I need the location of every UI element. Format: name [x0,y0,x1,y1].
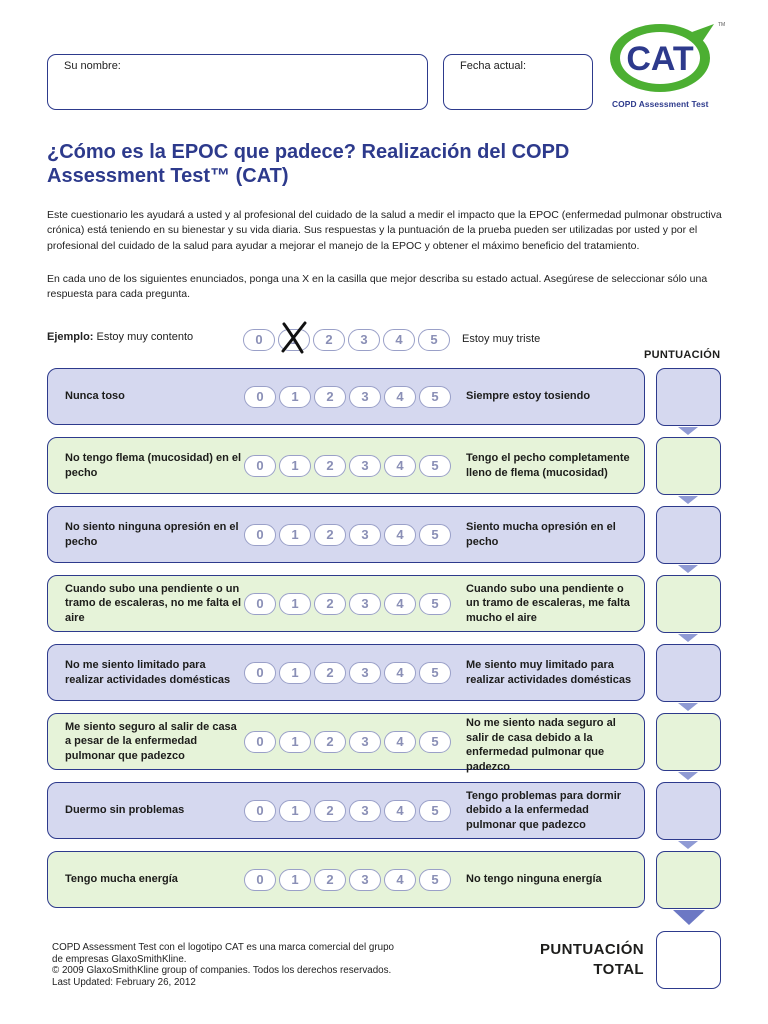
question-right-text: Siento mucha opresión en el pecho [466,521,616,548]
score-box[interactable] [656,782,721,840]
question-row [47,851,645,908]
question-3-option-2[interactable]: 2 [314,524,346,546]
question-row [47,506,645,563]
question-row [47,575,645,632]
question-6-option-4[interactable]: 4 [384,731,416,753]
answer-scale [244,800,454,822]
question-6-option-3[interactable]: 3 [349,731,381,753]
question-8-option-0[interactable]: 0 [244,869,276,891]
total-label-line-1: PUNTUACIÓN [540,941,644,958]
score-box[interactable] [656,506,721,564]
question-2-option-2[interactable]: 2 [314,455,346,477]
answer-scale [244,455,454,477]
question-4-option-3[interactable]: 3 [349,593,381,615]
logo-caption: COPD Assessment Test [612,99,709,109]
page-title [47,140,647,188]
question-8-option-5[interactable]: 5 [419,869,451,891]
question-right-text: Tengo el pecho completamente lleno de flema (mucosidad) [466,452,630,479]
question-1-option-5[interactable]: 5 [419,386,451,408]
example-prefix: Ejemplo: [47,331,94,343]
question-1-option-3[interactable]: 3 [349,386,381,408]
total-arrow-icon [673,910,705,925]
footer-line-3: © 2009 GlaxoSmithKline group of companies. Todos los derechos reservados. [52,965,392,977]
question-7-option-5[interactable]: 5 [419,800,451,822]
question-1-option-1[interactable]: 1 [279,386,311,408]
down-arrow-icon [678,634,698,642]
question-1-option-4[interactable]: 4 [384,386,416,408]
question-8-option-3[interactable]: 3 [349,869,381,891]
question-1-option-0[interactable]: 0 [244,386,276,408]
question-7-option-2[interactable]: 2 [314,800,346,822]
logo-tm: TM [718,22,726,28]
question-5-option-3[interactable]: 3 [349,662,381,684]
answer-scale [244,731,454,753]
question-row [47,437,645,494]
score-box[interactable] [656,437,721,495]
question-right-text: Me siento muy limitado para realizar actividades domésticas [466,659,632,686]
question-6-option-1[interactable]: 1 [279,731,311,753]
question-left-text: Me siento seguro al salir de casa a pesar de la enfermedad pulmonar que padezco [65,720,237,762]
instructions-paragraph: En cada uno de los siguientes enunciados, ponga una X en la casilla que mejor describa su estado actual. Asegúrese de seleccionar sólo una respuesta para cada pregunta. [47,273,708,301]
question-5-option-5[interactable]: 5 [419,662,451,684]
question-right-text: Siempre estoy tosiendo [466,390,591,402]
question-right-text: Tengo problemas para dormir debido a la enfermedad pulmonar que padezco [466,789,622,831]
question-7-option-0[interactable]: 0 [244,800,276,822]
question-right-text: No tengo ninguna energía [466,873,602,885]
question-2-option-5[interactable]: 5 [419,455,451,477]
answer-scale [244,869,454,891]
question-3-option-0[interactable]: 0 [244,524,276,546]
question-4-option-1[interactable]: 1 [279,593,311,615]
question-row [47,713,645,773]
question-row [47,644,645,701]
x-mark-icon [278,320,310,354]
question-left-text: No siento ninguna opresión en el pecho [65,521,239,548]
question-right-text: Cuando subo una pendiente o un tramo de escaleras, me falta mucho el aire [466,582,630,624]
question-2-option-1[interactable]: 1 [279,455,311,477]
footer-line-2: de empresas GlaxoSmithKline. [52,953,187,965]
question-3-option-1[interactable]: 1 [279,524,311,546]
question-5-option-1[interactable]: 1 [279,662,311,684]
date-field[interactable] [443,54,593,110]
down-arrow-icon [678,427,698,435]
answer-scale [244,593,454,615]
total-score-label [500,940,644,980]
question-3-option-3[interactable]: 3 [349,524,381,546]
name-field-label: Su nombre: [64,60,121,72]
question-2-option-0[interactable]: 0 [244,455,276,477]
question-4-option-0[interactable]: 0 [244,593,276,615]
example-option-3[interactable]: 3 [348,329,380,351]
question-3-option-5[interactable]: 5 [419,524,451,546]
question-4-option-4[interactable]: 4 [384,593,416,615]
question-2-option-3[interactable]: 3 [349,455,381,477]
question-1-option-2[interactable]: 2 [314,386,346,408]
down-arrow-icon [678,565,698,573]
question-left-text: Duermo sin problemas [65,804,185,816]
question-5-option-2[interactable]: 2 [314,662,346,684]
example-scale [243,329,453,351]
answer-scale [244,524,454,546]
total-score-box[interactable] [656,931,721,989]
score-box[interactable] [656,851,721,909]
score-box[interactable] [656,644,721,702]
score-box[interactable] [656,368,721,426]
down-arrow-icon [678,703,698,711]
example-option-4[interactable]: 4 [383,329,415,351]
question-left-text: Nunca toso [65,390,125,402]
question-8-option-4[interactable]: 4 [384,869,416,891]
question-7-option-3[interactable]: 3 [349,800,381,822]
title-line-2: Assessment Test™ (CAT) [47,165,289,187]
question-row [47,368,645,425]
question-left-text: No tengo flema (mucosidad) en el pecho [65,452,242,479]
question-5-option-0[interactable]: 0 [244,662,276,684]
down-arrow-icon [678,841,698,849]
question-6-option-0[interactable]: 0 [244,731,276,753]
footer-line-1: COPD Assessment Test con el logotipo CAT es una marca comercial del grupo [52,942,394,953]
example-left-text: Estoy muy contento [96,331,194,343]
example-option-1[interactable]: 1 [278,329,310,351]
score-column-header: PUNTUACIÓN [644,349,721,361]
question-right-text: No me siento nada seguro al salir de casa debido a la enfermedad pulmonar que padezco [466,717,616,773]
score-box[interactable] [656,575,721,633]
intro-paragraph: Este cuestionario les ayudará a usted y al profesional del cuidado de la salud a medir el impacto que la EPOC (enfermedad pulmonar obstructiva crónica) está teniendo en su bienestar y su vida diaria. Sus respuestas y la puntuación de la prueba pueden ser utilizadas por usted y por el profesional del cuidado de la salud para ayudar a mejorar el manejo de la EPOC y obtener el máximo beneficio del tratamiento. [47,209,722,252]
question-2-option-4[interactable]: 4 [384,455,416,477]
question-7-option-4[interactable]: 4 [384,800,416,822]
name-field[interactable] [47,54,428,110]
title-line-1: ¿Cómo es la EPOC que padece? Realización del COPD [47,141,570,163]
date-field-label: Fecha actual: [460,60,527,72]
example-option-5[interactable]: 5 [418,329,450,351]
example-label [47,331,193,343]
question-4-option-5[interactable]: 5 [419,593,451,615]
question-left-text: Tengo mucha energía [65,873,178,885]
example-option-0[interactable]: 0 [243,329,275,351]
down-arrow-icon [678,772,698,780]
answer-scale [244,386,454,408]
footer [52,942,432,988]
example-right-text: Estoy muy triste [462,333,541,345]
question-8-option-2[interactable]: 2 [314,869,346,891]
logo-text: CAT [626,40,694,78]
question-5-option-4[interactable]: 4 [384,662,416,684]
example-option-2[interactable]: 2 [313,329,345,351]
question-left-text: No me siento limitado para realizar actividades domésticas [65,659,231,686]
question-3-option-4[interactable]: 4 [384,524,416,546]
question-7-option-1[interactable]: 1 [279,800,311,822]
question-6-option-2[interactable]: 2 [314,731,346,753]
question-row [47,782,645,839]
footer-line-4: Last Updated: February 26, 2012 [52,976,196,988]
answer-scale [244,662,454,684]
down-arrow-icon [678,496,698,504]
question-8-option-1[interactable]: 1 [279,869,311,891]
total-label-line-2: TOTAL [593,961,644,978]
score-box[interactable] [656,713,721,771]
question-6-option-5[interactable]: 5 [419,731,451,753]
question-4-option-2[interactable]: 2 [314,593,346,615]
question-left-text: Cuando subo una pendiente o un tramo de escaleras, no me falta el aire [65,582,242,624]
